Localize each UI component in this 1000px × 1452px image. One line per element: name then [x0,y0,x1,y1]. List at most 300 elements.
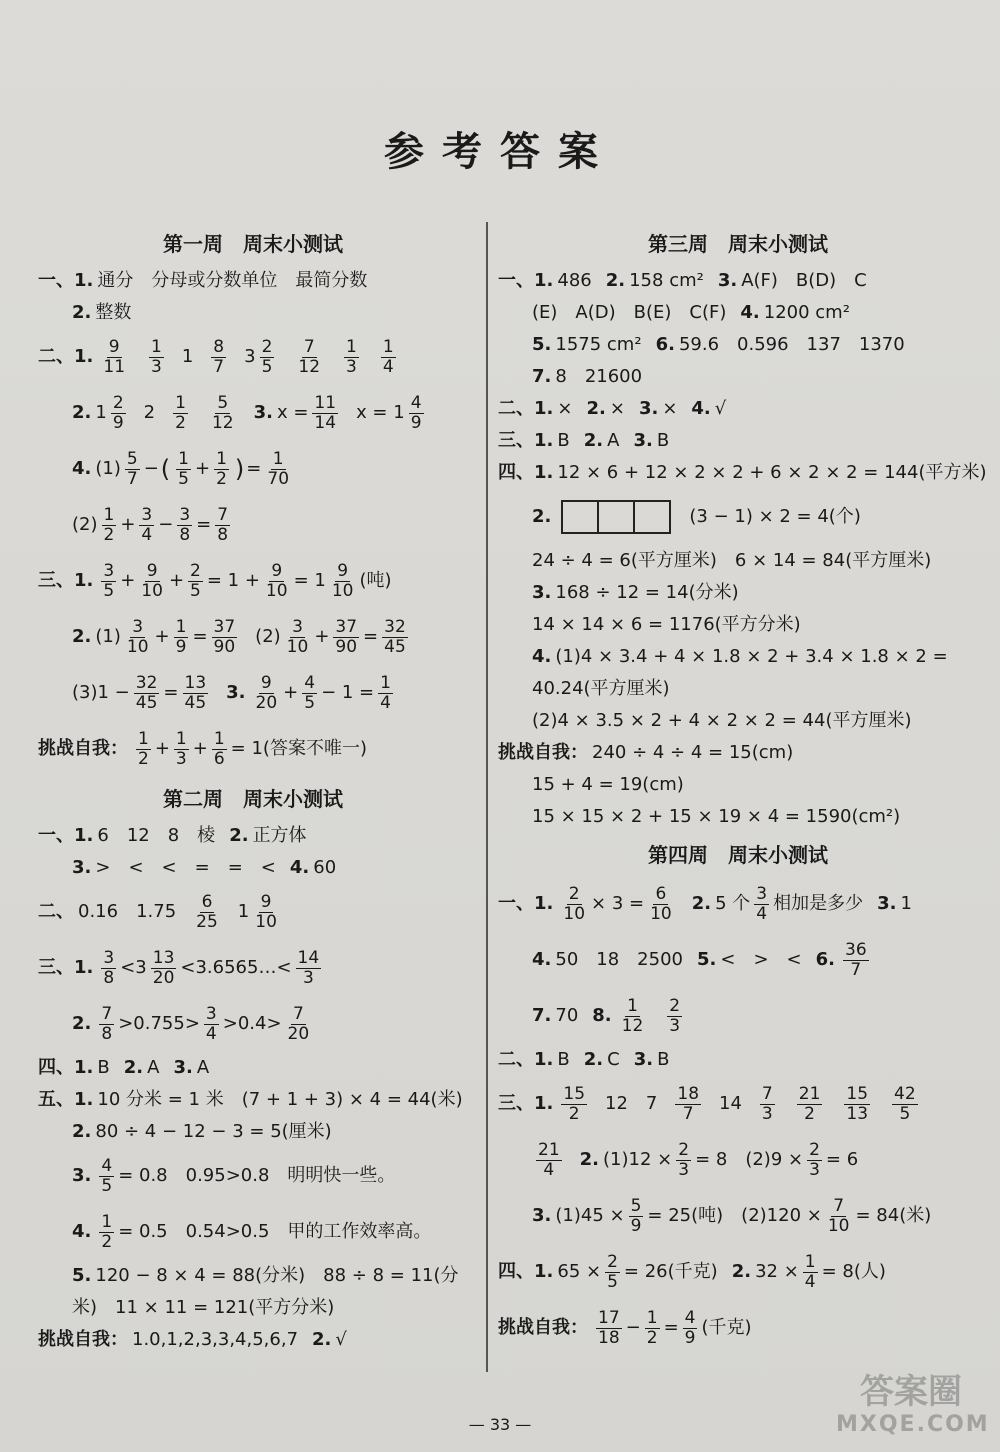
fraction: $\frac{5}{7}$ [126,448,138,489]
w1-line2 [38,297,468,329]
fraction: $\frac{18}{7}$ [677,1083,700,1124]
w3-line3 [498,329,978,361]
fraction: $\frac{7}{12}$ [298,336,321,377]
fraction: $\frac{7}{20}$ [287,1003,310,1044]
text: = 8(人) [821,1261,886,1282]
fraction: $\frac{1}{5}$ [178,448,189,489]
left-column [38,222,468,1356]
w3-line4 [498,361,978,393]
label: 2. [691,893,712,914]
label: 二、1. [498,398,554,419]
w4-line8 [498,1244,978,1300]
text: = [663,1317,679,1338]
text: + [314,626,330,647]
w3-line10 [498,577,978,609]
w2-line8 [38,1116,468,1148]
fraction: $\frac{1}{70}$ [267,448,290,489]
text: A [196,1057,210,1078]
w3-line12 [498,641,978,673]
text: + [168,570,185,591]
label: 4. [532,646,552,667]
week3-heading: 第三周 周末小测试 [648,232,828,256]
text: 120 − 8 × 4 = 88(分米) 88 ÷ 8 = 11(分 [95,1265,459,1286]
fraction: $\frac{2}{3}$ [809,1139,820,1180]
column-divider [486,222,488,1372]
w2-line6 [38,1052,468,1084]
text: = [363,626,379,647]
watermark-logo [836,1372,990,1444]
text: x = 1 [356,402,405,423]
three-cube-diagram [561,500,669,534]
text: 32 × [755,1261,799,1282]
label: 6. [815,949,835,970]
label: 一、1. [38,825,94,846]
label: 三、1. [38,957,94,978]
text: 50 18 2500 [555,949,683,970]
text: (吨) [359,570,392,591]
text: 3 [244,346,256,367]
label: 3. [532,582,552,603]
label: 4. [740,302,760,323]
label: 3. [72,1165,92,1186]
week4-heading: 第四周 周末小测试 [648,843,828,867]
text: × 3 = [591,893,645,914]
fraction: $\frac{3}{8}$ [103,947,115,988]
fraction: $\frac{15}{13}$ [846,1083,869,1124]
fraction: $\frac{11}{14}$ [314,392,337,433]
w1-line5 [38,441,468,497]
w4-line3 [498,988,978,1044]
text: (3 − 1) × 2 = 4(个) [689,506,861,527]
text: 10 分米 = 1 米 (7 + 1 + 3) × 4 = 44(米) [97,1089,463,1110]
week2-heading: 第二周 周末小测试 [163,787,343,811]
label: 4. [72,1221,92,1242]
text: + [120,514,136,535]
w2-line4 [38,940,468,996]
text: (1)4 × 3.4 + 4 × 1.8 × 2 + 3.4 × 1.8 × 2 = [555,646,948,667]
w2-line9 [38,1148,468,1204]
text: = 1 + [206,570,260,591]
fraction: $\frac{1}{2}$ [216,448,227,489]
w4-line7 [498,1188,978,1244]
w3-line9 [498,545,978,577]
text: + [154,738,170,759]
text: B [657,1049,670,1070]
text: 1 [181,346,194,367]
text: × [609,398,625,419]
fraction: $\frac{9}{10}$ [255,891,277,932]
fraction: $\frac{1}{4}$ [804,1251,816,1292]
text: 59.6 0.596 137 1370 [678,334,905,355]
text: (1)12 × [603,1149,673,1170]
label: 3. [253,402,273,423]
text: B [656,430,670,451]
text: 80 ÷ 4 − 12 − 3 = 5(厘米) [95,1121,332,1142]
fraction: $\frac{9}{20}$ [255,672,278,713]
fraction: $\frac{4}{9}$ [684,1307,696,1348]
fraction: $\frac{9}{10}$ [331,560,354,601]
label: 3. [226,682,246,703]
fraction: $\frac{1}{3}$ [151,336,162,377]
label: 2. [532,506,552,527]
label: 二、1. [498,1049,554,1070]
fraction: $\frac{2}{10}$ [563,883,586,924]
label: 挑战自我： [498,742,588,763]
text: 168 ÷ 12 = 14(分米) [555,582,739,603]
text: 正方体 [252,825,307,846]
text: 15 + 4 = 19(cm) [532,774,684,795]
label: 2. [605,270,626,291]
text: B [97,1057,110,1078]
label: 2. [731,1261,752,1282]
label: 2. [72,402,92,423]
text: 8 21600 [555,366,643,387]
fraction: $\frac{32}{45}$ [384,616,406,657]
label: 挑战自我： [38,738,128,759]
text: (3)1 − [72,682,130,703]
label: 3. [877,893,897,914]
w3-line13 [498,673,978,705]
label: 5. [697,949,717,970]
label: 2. [72,1013,92,1034]
w1-line6 [38,497,468,553]
fraction: $\frac{3}{8}$ [179,504,191,545]
label: 6. [655,334,675,355]
label: 二、 [38,901,74,922]
fraction: $\frac{9}{10}$ [265,560,288,601]
text: + [154,626,170,647]
text: √ [335,1329,347,1350]
fraction: $\frac{1}{2}$ [646,1307,658,1348]
w2-line3 [38,884,468,940]
fraction: $\frac{1}{4}$ [380,672,391,713]
text: 24 ÷ 4 = 6(平方厘米) 6 × 14 = 84(平方厘米) [532,550,932,571]
label: 2. [586,398,606,419]
w3-line8 [498,489,978,545]
w3-line2 [498,297,978,329]
fraction: $\frac{37}{90}$ [335,616,358,657]
label: 挑战自我： [498,1317,588,1338]
label: 3. [717,270,738,291]
label: 三、1. [498,1093,554,1114]
label: 3. [72,857,92,878]
w2-line11 [38,1260,468,1292]
w2-line1 [38,820,468,852]
text: = 1 [293,570,326,591]
text: < > < [720,949,802,970]
text: x = [276,402,309,423]
text: = [192,626,208,647]
w2-line2 [38,852,468,884]
text: >0.4> [222,1013,282,1034]
fraction: $\frac{7}{8}$ [101,1003,113,1044]
text: (E) A(D) B(E) C(F) [532,302,727,323]
fraction: $\frac{2}{5}$ [607,1251,618,1292]
text: 158 cm² [629,270,704,291]
w1-line1 [38,265,468,297]
w4-line9 [498,1300,978,1356]
cube-face [597,500,635,534]
label: 一、1. [498,893,554,914]
text: 14 × 14 × 6 = 1176(平方分米) [532,614,801,635]
text: 12 × 6 + 12 × 2 × 2 + 6 × 2 × 2 = 144(平方米) [557,462,987,483]
w3-line7 [498,457,987,489]
label: 三、1. [38,570,94,591]
text: 1200 cm² [763,302,850,323]
w4-line6 [498,1132,978,1188]
text: >0.755> [118,1013,200,1034]
label: 一、1. [38,270,94,291]
w4-line4 [498,1044,978,1076]
text: + [120,570,136,591]
fraction: $\frac{3}{4}$ [205,1003,217,1044]
fraction: $\frac{6}{25}$ [196,891,218,932]
label: 4. [72,458,92,479]
label: 8. [592,1005,612,1026]
w1-line8 [38,609,468,665]
text: A [607,430,620,451]
label: 3. [633,430,653,451]
fraction: $\frac{21}{4}$ [538,1139,560,1180]
text: 通分 分母或分数单位 最简分数 [97,270,368,291]
fraction: $\frac{1}{6}$ [213,728,225,769]
w3-line6 [498,425,978,457]
w3-line16 [498,769,978,801]
text: − [158,514,174,535]
text: + [195,458,211,479]
text: B [557,1049,570,1070]
text: > < < = = < [95,857,276,878]
text: 5 个 [715,893,751,914]
w2-line13 [38,1324,468,1356]
w4-line1 [498,876,978,932]
watermark-top: 答案圈 [860,1372,962,1412]
fraction: $\frac{1}{2}$ [175,392,186,433]
label: 挑战自我： [38,1329,128,1350]
fraction: $\frac{2}{5}$ [190,560,201,601]
fraction: $\frac{42}{5}$ [894,1083,916,1124]
fraction: $\frac{37}{90}$ [213,616,236,657]
label: 4. [289,857,310,878]
text: 2 [143,402,156,423]
fraction: $\frac{2}{5}$ [261,336,273,377]
text: = 0.8 0.95>0.8 明明快一些。 [118,1165,396,1186]
w1-line3 [38,329,468,385]
fraction: $\frac{17}{18}$ [598,1307,620,1348]
fraction: $\frac{3}{4}$ [141,504,153,545]
text: (1) [95,626,121,647]
fraction: $\frac{1}{3}$ [175,728,187,769]
text: 1575 cm² [555,334,642,355]
text: 1.0,1,2,3,3,4,5,6,7 [132,1329,299,1350]
fraction: $\frac{1}{3}$ [346,336,357,377]
w2-line5 [38,996,468,1052]
label: 2. [123,1057,144,1078]
text: 1 [95,402,107,423]
cube-face [633,500,671,534]
w1-line4 [38,385,468,441]
w3-line14 [498,705,978,737]
text: A [147,1057,160,1078]
label: 2. [72,626,92,647]
right-column [498,222,987,1356]
fraction: $\frac{1}{2}$ [138,728,149,769]
text: = [246,458,262,479]
label: 5. [532,334,552,355]
fraction: $\frac{4}{5}$ [101,1155,113,1196]
text: B [557,430,570,451]
w3-line17 [498,801,978,833]
fraction: $\frac{36}{7}$ [845,939,867,980]
text: = 25(吨) (2)120 × [647,1205,822,1226]
text: 240 ÷ 4 ÷ 4 = 15(cm) [592,742,794,763]
w1-line9 [38,665,468,721]
fraction: $\frac{13}{20}$ [152,947,175,988]
w3-line1 [498,265,978,297]
label: 四、1. [498,462,554,483]
w3-line5 [498,393,978,425]
fraction: $\frac{1}{9}$ [175,616,187,657]
text: − [625,1317,641,1338]
label: 4. [532,949,552,970]
label: 2. [583,430,604,451]
fraction: $\frac{7}{3}$ [761,1083,773,1124]
label: 一、1. [498,270,554,291]
fraction: $\frac{7}{8}$ [217,504,229,545]
fraction: $\frac{1}{4}$ [382,336,394,377]
fraction: $\frac{3}{5}$ [103,560,115,601]
fraction: $\frac{2}{9}$ [112,392,124,433]
fraction: $\frac{5}{12}$ [211,392,234,433]
text: (千克) [701,1317,752,1338]
w1-line7 [38,553,468,609]
text: 14 [719,1093,742,1114]
fraction: $\frac{14}{3}$ [297,947,320,988]
text: 486 [557,270,592,291]
fraction: $\frac{32}{45}$ [135,672,158,713]
fraction: $\frac{1}{12}$ [621,995,644,1036]
text: 15 × 15 × 2 + 15 × 19 × 4 = 1590(cm²) [532,806,901,827]
label: 2. [229,825,249,846]
label: 二、1. [38,346,94,367]
text: 6 12 8 棱 [97,825,216,846]
text: 1 [900,893,912,914]
fraction: $\frac{7}{10}$ [827,1195,850,1236]
fraction: $\frac{13}{45}$ [184,672,207,713]
fraction: $\frac{4}{9}$ [410,392,422,433]
text: √ [714,398,727,419]
text: (1)45 × [555,1205,625,1226]
label: 2. [72,302,92,323]
label: 四、1. [498,1261,554,1282]
w2-line10 [38,1204,468,1260]
text: = [163,682,179,703]
text: 12 7 [605,1093,658,1114]
text: − 1 = [321,682,375,703]
label: 2. [72,1121,92,1142]
label: 4. [691,398,711,419]
text: = 84(米) [855,1205,932,1226]
text: (1) [95,458,121,479]
fraction: $\frac{1}{2}$ [101,1211,113,1252]
text: 65 × [557,1261,602,1282]
label: 三、1. [498,430,554,451]
text: 70 [555,1005,579,1026]
week1-heading: 第一周 周末小测试 [163,232,343,256]
text: = 8 (2)9 × [695,1149,804,1170]
text: = 1(答案不唯一) [230,738,367,759]
text: = [196,514,212,535]
page-title: 参考答案 [384,128,616,175]
text: 相加是多少 [773,893,864,914]
text: ( [160,455,171,483]
label: 2. [583,1049,604,1070]
label: 3. [638,398,659,419]
w1-line10 [38,721,468,777]
text: + [192,738,208,759]
w4-line2 [498,932,978,988]
text: 0.16 1.75 [78,901,177,922]
text: = 6 [825,1149,859,1170]
w2-line12 [38,1292,468,1324]
text: = 26(千克) [623,1261,718,1282]
text: 60 [313,857,337,878]
text: = 0.5 0.54>0.5 甲的工作效率高。 [118,1221,432,1242]
fraction: $\frac{9}{11}$ [103,336,126,377]
fraction: $\frac{3}{4}$ [756,883,768,924]
w3-line15 [498,737,978,769]
fraction: $\frac{2}{3}$ [678,1139,690,1180]
label: 7. [532,1005,552,1026]
w4-line5 [498,1076,978,1132]
watermark-bottom: MXQE.COM [836,1412,990,1437]
text: 整数 [95,302,132,323]
text: C [607,1049,620,1070]
label: 2. [579,1149,600,1170]
text: (2) [255,626,281,647]
label: 7. [532,366,552,387]
label: 3. [633,1049,654,1070]
text: ) [234,455,245,483]
fraction: $\frac{3}{10}$ [286,616,309,657]
text: (2)4 × 3.5 × 2 + 4 × 2 × 2 = 44(平方厘米) [532,710,912,731]
text: × [662,398,678,419]
label: 3. [173,1057,193,1078]
page-number: — 33 — [468,1415,532,1434]
fraction: $\frac{2}{3}$ [669,995,681,1036]
text: A(F) B(D) C [741,270,867,291]
text: 1 [237,901,250,922]
text: + [283,682,299,703]
fraction: $\frac{8}{7}$ [213,336,225,377]
label: 3. [532,1205,552,1226]
text: − [143,458,159,479]
text: 40.24(平方厘米) [532,678,670,699]
label: 2. [312,1329,332,1350]
label: 五、1. [38,1089,94,1110]
text: <3 [120,957,147,978]
text: <3.6565…< [180,957,292,978]
text: 米) 11 × 11 = 121(平方分米) [72,1297,335,1318]
text: (2) [72,514,98,535]
label: 四、1. [38,1057,94,1078]
fraction: $\frac{4}{5}$ [304,672,316,713]
cube-face [561,500,599,534]
fraction: $\frac{3}{10}$ [126,616,149,657]
text: × [557,398,573,419]
fraction: $\frac{15}{2}$ [563,1083,586,1124]
w2-line7 [38,1084,468,1116]
